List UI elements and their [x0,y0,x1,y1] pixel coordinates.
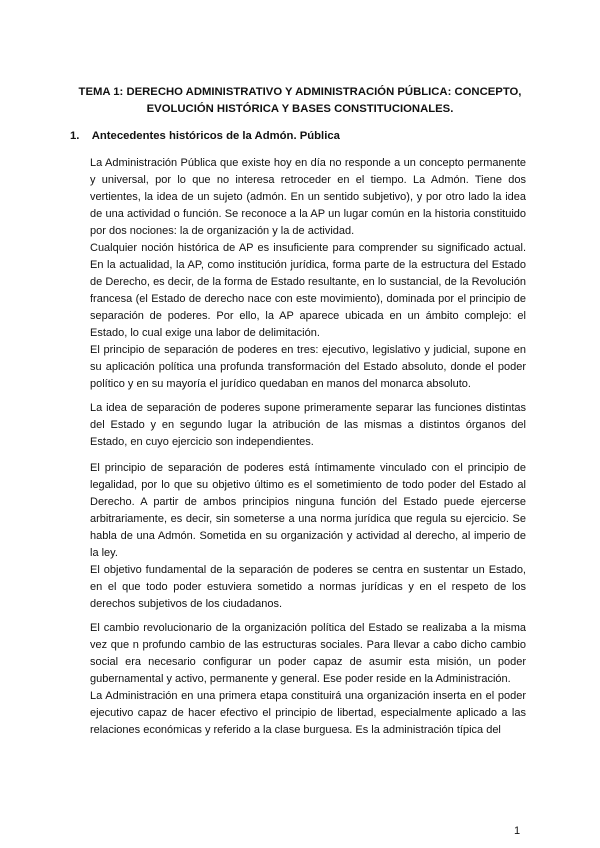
paragraph: La Administración Pública que existe hoy en día no responde a un concepto permanente y universal, por lo que no interesa retroceder en el tiempo. La Admón. Tiene dos vertientes, la idea de un sujeto (admón. En un sentido subjetivo), y por otro lado la idea de una actividad o función. Se reconoce a la AP un lugar común en la historia constituido por dos nociones: la de organización y la de actividad. [90,157,526,238]
paragraph: El principio de separación de poderes en tres: ejecutivo, legislativo y judicial, supone en su aplicación política una profunda transformación del Estado absoluto, donde el poder político y en su mayoría el jurídico quedaban en manos del monarca absoluto. [90,344,526,391]
title-line-1: TEMA 1: DERECHO ADMINISTRATIVO Y ADMINISTRACIÓN PÚBLICA: CONCEPTO, [78,86,522,98]
paragraph: La Administración en una primera etapa constituirá una organización inserta en el poder ejecutivo capaz de hacer efectivo el principio de libertad, especialmente aplicado a las relaciones económicas y referido a la clase burguesa. Es la administración típica del [90,690,526,737]
section-title: Antecedentes históricos de la Admón. Pública [91,130,340,142]
paragraph: El principio de separación de poderes está íntimamente vinculado con el principio de legalidad, por lo que su objetivo último es el sometimiento de todo poder del Estado al Derecho. A partir de ambos principios ninguna función del Estado puede ejercerse arbitrariamente, es decir, sin someterse a una norma jurídica que regula su ejercicio. Se habla de una Admón. Sometida en su organización y actividad al derecho, al imperio de la ley. [90,462,526,560]
paragraph: El cambio revolucionario de la organización política del Estado se realizaba a la misma vez que n profundo cambio de las estructuras sociales. Para llevar a cabo dicho cambio social era necesario configurar un poder capaz de asumir esta misión, un poder gubernamental y activo, permanente y general. Ese poder reside en la Administración. [90,622,526,686]
document-title [70,84,530,118]
paragraph: El objetivo fundamental de la separación de poderes se centra en sustentar un Estado, en el que todo poder estuviera sometido a normas jurídicas y en el respeto de los derechos subjetivos de los ciudadanos. [90,564,526,611]
title-line-2: EVOLUCIÓN HISTÓRICA Y BASES CONSTITUCIONALES. [146,103,454,115]
paragraph: La idea de separación de poderes supone primeramente separar las funciones distintas del Estado y en segundo lugar la atribución de las mismas a distintos órganos del Estado, en cuyo ejercicio son independientes. [90,402,526,449]
section-number: 1. [70,130,80,142]
section-heading [70,128,340,145]
paragraph: Cualquier noción histórica de AP es insuficiente para comprender su significado actual. En la actualidad, la AP, como institución jurídica, forma parte de la estructura del Estado de Derecho, es decir, de la forma de Estado resultante, en lo sustancial, de la Revolución francesa (el Estado de derecho nace con este movimiento), dominada por el principio de separación de poderes. Por ello, la AP aparece ubicada en un ámbito complejo: el Estado, lo cual exige una labor de delimitación. [90,242,526,340]
page-number: 1 [514,825,521,837]
